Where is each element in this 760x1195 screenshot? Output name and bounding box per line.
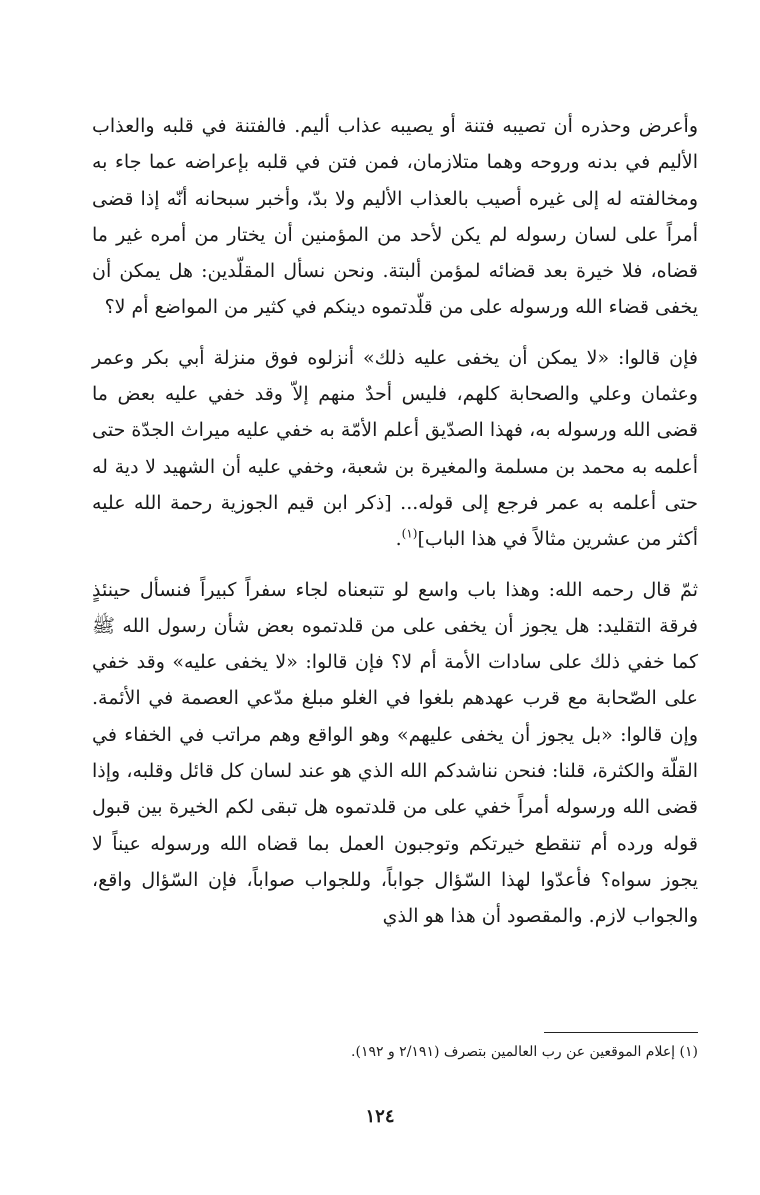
page-body	[92, 108, 698, 935]
paragraph-3: ثمّ قال رحمه الله: وهذا باب واسع لو تتبعناه لجاء سفراً كبيراً فنسأل حينئذٍ فرقة التقليد: هل يجوز أن يخفى على من قلدتموه بعض شأن رسول الله ﷺ كما خفي ذلك على سادات الأمة أم لا؟ فإن قالوا: «لا يخفى عليه» وقد خفي على الصّحابة مع قرب عهدهم بلغوا في الغلو مبلغ مدّعي العصمة في الأئمة. وإن قالوا: «بل يجوز أن يخفى عليهم» وهو الواقع وهم مراتب في الخفاء في القلّة والكثرة، قلنا: فنحن نناشدكم الله الذي هو عند لسان كل قائل وقلبه، وإذا قضى الله ورسوله أمراً خفي على من قلدتموه هل تبقى لكم الخيرة بين قبول قوله ورده أم تنقطع خيرتكم وتوجبون العمل بما قضاه الله ورسوله عيناً لا يجوز سواه؟ فأعدّوا لهذا السّؤال جواباً، وللجواب صواباً، فإن السّؤال واقع، والجواب لازم. والمقصود أن هذا هو الذي	[92, 578, 698, 928]
footnote-reference[interactable]: (١)	[401, 526, 418, 541]
paragraph-2-end: .	[395, 528, 402, 551]
footnote-text: إعلام الموقعين عن رب العالمين بتصرف (٢/١٩١ و ١٩٢).	[351, 1044, 676, 1060]
paragraph-2	[92, 340, 698, 558]
paragraph-1: وأعرض وحذره أن تصيبه فتنة أو يصيبه عذاب أليم. فالفتنة في قلبه والعذاب الأليم في بدنه وروحه وهما متلازمان، فمن فتن في قلبه بإعراضه عما جاء به ومخالفته له إلى غيره أصيب بالعذاب الأليم ولا بدّ، وأخبر سبحانه أنّه إذا قضى أمراً على لسان رسوله لم يكن لأحد من المؤمنين أن يختار من أمره غير ما قضاه، فلا خيرة بعد قضائه لمؤمن ألبتة. ونحن نسأل المقلّدين: هل يمكن أن يخفى قضاء الله ورسوله على من قلّدتموه دينكم في كثير من المواضع أم لا؟	[92, 115, 698, 319]
paragraph-2-text: فإن قالوا: «لا يمكن أن يخفى عليه ذلك» أنزلوه فوق منزلة أبي بكر وعمر وعثمان وعلي والصحابة كلهم، فليس أحدٌ منهم إلاّ وقد خفي عليه بعض ما قضى الله ورسوله به، فهذا الصدّيق أعلم الأمّة به خفي عليه ميراث الجدّة حتى أعلمه به محمد بن مسلمة والمغيرة بن شعبة، وخفي عليه أن الشهيد لا دية له حتى أعلمه به عمر فرجع إلى قوله... [ذكر ابن قيم الجوزية رحمة الله عليه أكثر من عشرين مثالاً في هذا الباب]	[92, 346, 698, 551]
footnote-divider	[544, 1032, 698, 1033]
footnote-marker: (١)	[679, 1044, 698, 1060]
page-number: ١٢٤	[365, 1106, 395, 1127]
footnote	[92, 1040, 698, 1064]
